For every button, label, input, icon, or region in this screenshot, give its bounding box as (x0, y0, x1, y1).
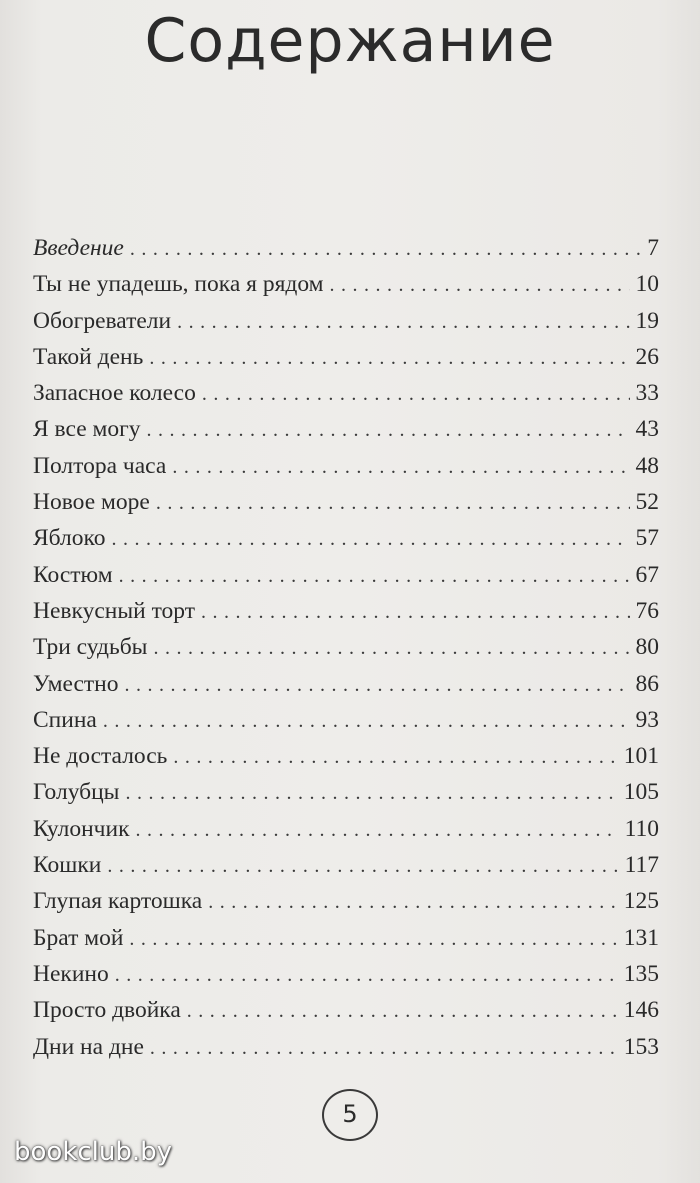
toc-dot-leader (201, 594, 630, 630)
toc-entry (33, 629, 659, 665)
toc-entry (33, 411, 659, 447)
toc-entry-title: Обогреватели (33, 307, 172, 334)
toc-entry-title: Просто двойка (33, 997, 181, 1024)
toc-entry-title: Некино (33, 960, 109, 987)
toc-entry-page: 48 (635, 452, 659, 479)
toc-entry-page: 80 (635, 634, 659, 661)
toc-entry-title: Такой день (33, 343, 144, 370)
toc-entry (33, 920, 659, 956)
toc-dot-leader (202, 376, 630, 412)
toc-entry-title: Брат мой (33, 924, 124, 951)
toc-entry-title: Введение (33, 235, 124, 261)
toc-entry-title: Спина (33, 706, 97, 733)
toc-dot-leader (173, 739, 617, 775)
toc-entry-page: 117 (624, 852, 659, 879)
toc-entry-page: 76 (635, 597, 659, 624)
page-title: Содержание (144, 6, 556, 76)
toc-dot-leader (129, 921, 617, 957)
toc-dot-leader (147, 412, 630, 448)
toc-dot-leader (330, 267, 630, 303)
toc-entry-page: 105 (623, 779, 659, 806)
toc-dot-leader (125, 775, 617, 811)
toc-dot-leader (177, 304, 629, 340)
watermark: bookclub.by (14, 1137, 173, 1167)
toc-entry-title: Глупая картошка (33, 888, 203, 915)
toc-entry-title: Костюм (33, 561, 113, 588)
toc-entry-title: Полтора часа (33, 452, 167, 479)
toc-entry-title: Не досталось (33, 743, 168, 770)
toc-entry (33, 956, 659, 992)
toc-dot-leader (119, 558, 630, 594)
toc-entry-title: Кошки (33, 852, 102, 879)
toc-entry-page: 146 (623, 997, 659, 1024)
toc-entry (33, 303, 659, 339)
toc-entry-title: Голубцы (33, 779, 120, 806)
toc-entry (33, 774, 659, 810)
toc-entry (33, 1029, 659, 1065)
toc-dot-leader (107, 848, 618, 884)
toc-dot-leader (149, 340, 629, 376)
toc-entry (33, 520, 659, 556)
toc-entry-page: 33 (635, 380, 659, 407)
toc-entry-page: 26 (635, 343, 659, 370)
toc-entry-title: Дни на дне (33, 1033, 144, 1060)
toc-entry (33, 847, 659, 883)
table-of-contents (33, 230, 659, 1065)
toc-entry-page: 43 (635, 416, 659, 443)
toc-entry (33, 992, 659, 1028)
toc-dot-leader (187, 993, 618, 1029)
toc-entry-title: Запасное колесо (33, 380, 196, 407)
toc-entry (33, 702, 659, 738)
toc-entry (33, 666, 659, 702)
toc-dot-leader (112, 521, 630, 557)
toc-entry (33, 484, 659, 520)
toc-entry (33, 738, 659, 774)
toc-dot-leader (156, 485, 630, 521)
toc-entry-page: 57 (635, 525, 659, 552)
toc-dot-leader (150, 1030, 618, 1066)
toc-entry-title: Я все могу (33, 416, 141, 443)
toc-entry-title: Яблоко (33, 525, 106, 552)
toc-entry-page: 125 (623, 888, 659, 915)
toc-dot-leader (125, 667, 630, 703)
toc-entry-page: 153 (623, 1033, 659, 1060)
toc-dot-leader (153, 630, 629, 666)
toc-entry-title: Новое море (33, 489, 150, 516)
toc-entry (33, 883, 659, 919)
toc-entry-page: 86 (635, 670, 659, 697)
toc-entry-page: 67 (635, 561, 659, 588)
toc-entry (33, 266, 659, 302)
page-number: 5 (322, 1089, 378, 1141)
toc-entry (33, 448, 659, 484)
toc-entry (33, 593, 659, 629)
toc-entry-page: 110 (624, 815, 659, 842)
toc-dot-leader (115, 957, 618, 993)
toc-dot-leader (172, 449, 629, 485)
toc-entry-page: 135 (623, 960, 659, 987)
toc-entry (33, 811, 659, 847)
toc-dot-leader (130, 231, 641, 267)
toc-entry (33, 230, 659, 266)
toc-entry-page: 131 (623, 924, 659, 951)
toc-entry (33, 375, 659, 411)
toc-dot-leader (136, 812, 619, 848)
toc-entry-page: 101 (623, 743, 659, 770)
toc-dot-leader (208, 884, 618, 920)
toc-entry (33, 339, 659, 375)
toc-entry-page: 19 (635, 307, 659, 334)
toc-entry-page: 52 (635, 489, 659, 516)
toc-entry-title: Три судьбы (33, 634, 148, 661)
toc-entry (33, 557, 659, 593)
toc-entry-page: 10 (635, 271, 659, 298)
toc-entry-page: 93 (635, 706, 659, 733)
toc-entry-title: Ты не упадешь, пока я рядом (33, 271, 324, 298)
toc-entry-title: Уместно (33, 670, 119, 697)
toc-entry-title: Невкусный торт (33, 597, 195, 624)
toc-entry-page: 7 (647, 235, 659, 261)
toc-entry-title: Кулончик (33, 815, 130, 842)
toc-dot-leader (103, 703, 630, 739)
